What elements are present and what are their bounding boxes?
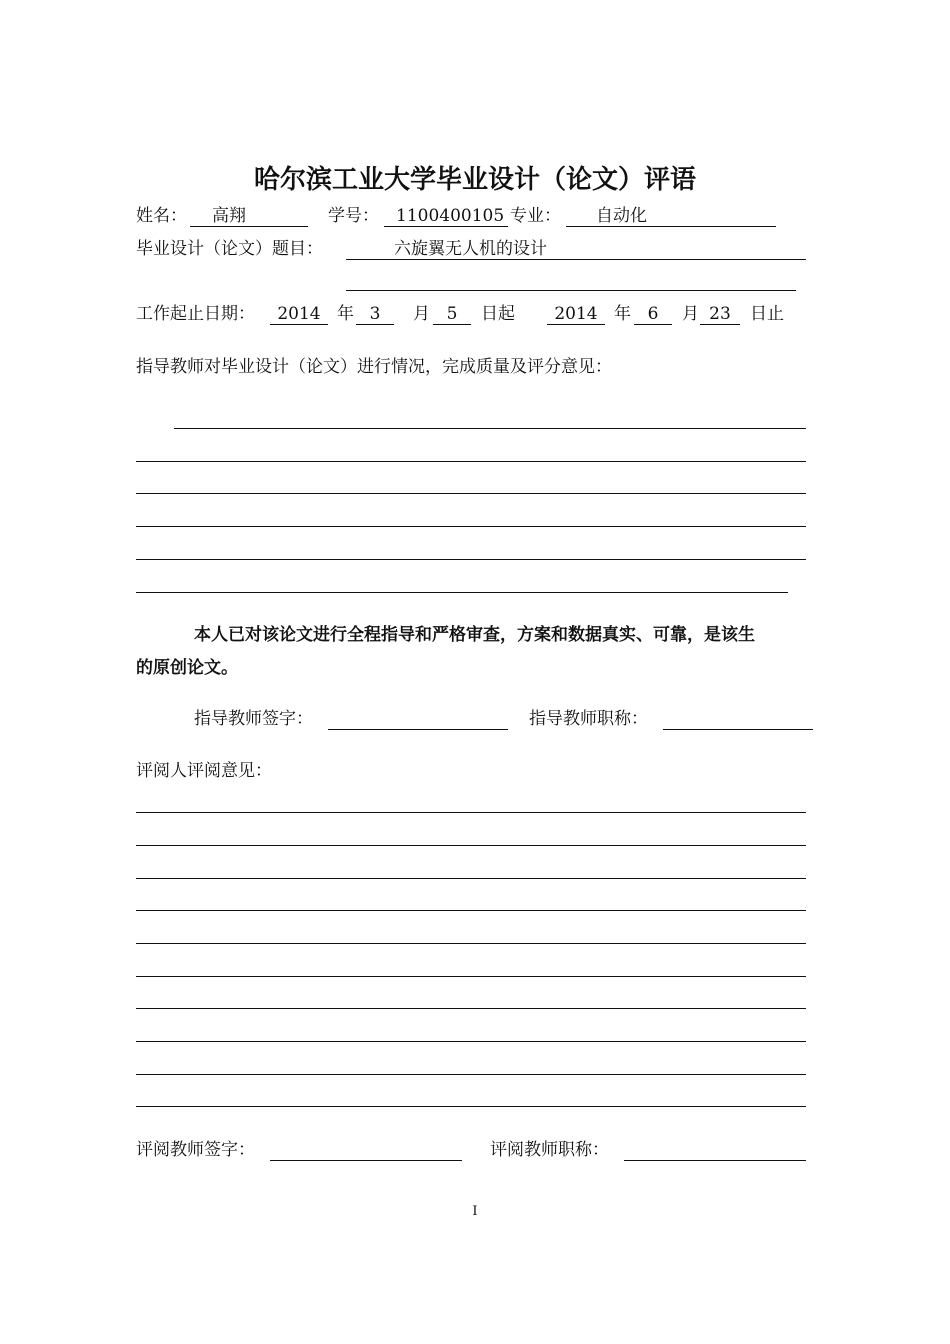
end-year-unit: 年 bbox=[614, 304, 631, 324]
comment-line[interactable] bbox=[136, 1074, 806, 1075]
end-month-field[interactable] bbox=[634, 304, 672, 325]
reviewer-signature-label: 评阅教师签字： bbox=[136, 1140, 255, 1160]
topic-value: 六旋翼无人机的设计 bbox=[394, 239, 547, 259]
topic-field[interactable] bbox=[346, 239, 806, 260]
end-day-field[interactable] bbox=[700, 304, 740, 325]
comment-line[interactable] bbox=[136, 592, 788, 593]
student-id-value: 1100400105 bbox=[396, 206, 505, 226]
start-month-field[interactable] bbox=[356, 304, 394, 325]
advisor-title-field[interactable] bbox=[663, 709, 813, 730]
page-number: I bbox=[472, 1204, 478, 1219]
page-title: 哈尔滨工业大学毕业设计（论文）评语 bbox=[253, 165, 696, 195]
advisor-title-label: 指导教师职称： bbox=[529, 709, 648, 729]
comment-line[interactable] bbox=[136, 1106, 806, 1107]
start-year-unit: 年 bbox=[337, 304, 354, 324]
major-field[interactable] bbox=[566, 206, 776, 227]
comment-line[interactable] bbox=[136, 943, 806, 944]
end-day-unit: 日止 bbox=[750, 304, 784, 324]
end-year-value: 2014 bbox=[554, 304, 598, 324]
comment-line[interactable] bbox=[136, 845, 806, 846]
start-day-field[interactable] bbox=[433, 304, 471, 325]
topic-continuation-line[interactable] bbox=[346, 290, 796, 291]
advisor-comment-label: 指导教师对毕业设计（论文）进行情况，完成质量及评分意见： bbox=[136, 357, 612, 377]
end-month-unit: 月 bbox=[682, 304, 699, 324]
student-id-label: 学号： bbox=[328, 206, 379, 226]
topic-label: 毕业设计（论文）题目： bbox=[136, 239, 323, 259]
period-label: 工作起止日期： bbox=[136, 304, 255, 324]
start-year-value: 2014 bbox=[277, 304, 321, 324]
comment-line[interactable] bbox=[136, 1008, 806, 1009]
comment-line[interactable] bbox=[174, 428, 806, 429]
declaration-line-1: 本人已对该论文进行全程指导和严格审查，方案和数据真实、可靠，是该生 bbox=[194, 625, 755, 645]
reviewer-title-label: 评阅教师职称： bbox=[490, 1140, 609, 1160]
end-month-value: 6 bbox=[647, 304, 659, 324]
declaration-line-2: 的原创论文。 bbox=[136, 658, 238, 678]
name-field[interactable] bbox=[190, 206, 308, 227]
reviewer-comment-label: 评阅人评阅意见： bbox=[136, 761, 272, 781]
major-value: 自动化 bbox=[596, 206, 647, 226]
comment-line[interactable] bbox=[136, 526, 806, 527]
comment-line[interactable] bbox=[136, 976, 806, 977]
name-value: 高翔 bbox=[212, 206, 246, 226]
advisor-signature-field[interactable] bbox=[328, 709, 508, 730]
comment-line[interactable] bbox=[136, 812, 806, 813]
advisor-signature-label: 指导教师签字： bbox=[194, 709, 313, 729]
comment-line[interactable] bbox=[136, 461, 806, 462]
comment-line[interactable] bbox=[136, 493, 806, 494]
end-year-field[interactable] bbox=[547, 304, 605, 325]
start-day-value: 5 bbox=[446, 304, 458, 324]
major-label: 专业： bbox=[510, 206, 561, 226]
start-month-unit: 月 bbox=[413, 304, 430, 324]
student-id-field[interactable] bbox=[384, 206, 508, 227]
start-day-unit: 日起 bbox=[481, 304, 515, 324]
end-day-value: 23 bbox=[709, 304, 731, 324]
comment-line[interactable] bbox=[136, 559, 806, 560]
start-month-value: 3 bbox=[369, 304, 381, 324]
reviewer-signature-field[interactable] bbox=[270, 1140, 462, 1161]
start-year-field[interactable] bbox=[270, 304, 328, 325]
comment-line[interactable] bbox=[136, 878, 806, 879]
comment-line[interactable] bbox=[136, 910, 806, 911]
comment-line[interactable] bbox=[136, 1041, 806, 1042]
name-label: 姓名： bbox=[136, 206, 187, 226]
reviewer-title-field[interactable] bbox=[624, 1140, 806, 1161]
